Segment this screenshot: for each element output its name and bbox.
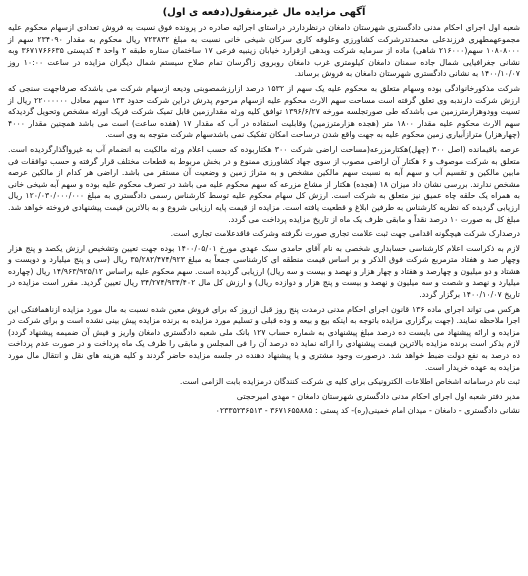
notice-title: آگهی مزایده مال غیرمنقول(دفعه ی اول) xyxy=(162,7,366,18)
notice-address-footer: نشانی دادگستری - دامغان - میدان امام خمینی(ره)- کد پستی : ۳۶۷۱۶۵۵۸۸۵ - ۰۲۳۳۵۲۳۶۵۱۳ xyxy=(215,406,520,416)
notice-paragraph-1: شعبه اول اجرای احکام مدنی دادگستری شهرستان دامغان درنظرداردر دراستای اجرائیه صادره در پرونده فوق نسبت به فروش تعدادی ازسهام محکوم علیه مجموعهمطهری فرزندعلی محمدتدرشرکت کشاورزی وعلوفه کاری سرکان شیخی خانی نسبت به مبلغ ۷۲۳۸۳۲ ریال محکوم به مقدار ۲۳۴۰۹۰ سهم از ۱۰۸۰۸۰۰۰ سهم(۲۱۶۰۰۰ شاهی) ماده از سرمایه شرکت وبدهی ازقرارد خیابان زینبیه فرعی ۱۷ ساختمان ستاره طبقه ۲ واحد ۴ کدپستی ۳۶۷۱۷۶۶۶۳۵ وبه نشانی جغرافیایی شمال جاده سمنان دامغان کیلومتری غرب دامغان روبروی زاگرسان تمام صلاح سیستم شمال دیگران مزایده در ساعت ۱۰:۰۰ روز ۱۴۰۰/۱۰/۰۷ به نشانی دادگستری شهرستان دامغان به فروش برساند. xyxy=(8,23,521,79)
notice-signature: مدیر دفتر شعبه اول اجرای احکام مدنی دادگستری شهرستان دامغان - مهدی امیرحجتی xyxy=(236,391,520,401)
notice-paragraph-2: شرکت مذکورخانوادگی بوده وسهام متعلق به محکوم علیه یک سهم از ۱۵۳۲ درصد ازارزشمصوبنی ودیعه ازسهام شرکت می باشدکه صرفاجهت سنجی که ارزش شرکت دارندبه وی تعلق گرفته است مساحت سهم الارث محکوم علیه ازسهام مرحوم پدرش دراین شرکت حدود ۱۳۳ سهم معادل ۲۲۰۰۰۰۰۰ ریال از تسیت وودوهزارمترزمین می باشدکه طی صورتجلسه مورخه ۱۳۹۶/۶/۲۷ توافق کلیه ورثه مقدارزمین قابل تمیک شرکت فریک اورثه مشخص وتحویل گردیدکه سهم الارث محکوم علیه مقدار ۱۸۰۰ متر (هجده هزارمترزمین) وقابلیت استفاده در آب که مقدار ۱۷ (هفده ساعت) است می باشد همچنین مقدار ۴۰۰۰ (چهارهزار) مترازآبیاری زمین محکوم علیه به جهت واقع شدن درساحت امکان تفکیک نمی باشدسهام شرکت متوجه به وی است. xyxy=(8,83,521,140)
notice-paragraph-7: ثبت نام درسامانه اشخاص اطلاعات الکترونیکی برای کلیه ی شرکت کنندگان درمزایده بابت الزامی است. xyxy=(179,377,520,387)
notice-paragraph-3: عرصه باقیمانده (اصل ۳۰۰ (چهل)هکتارمزرعه(مساحت اراضی شرکت ۳۰۰ هکتاربوده که حسب اعلام ورثه مالکیت به انضمام آب به غیرواگذارگردیده است. متعلق به شرکت موصوف و ۶ هکتار آن اراضی مصوب از سوی جهاد کشاورزی ممنوع و در بخش مربوط به قطعات مختلف قرار گرفته و حسب توافقات فی مابین مالکین و تقسیم آب و سهم آبه به نسبت سهم مالکین مشخص و به متراژ زمین و وضعیت آن مستقر می باشد. اراضی هر کدام از مالکین عرصه مشخص ندارند. بررسی نشان داد میزان ۱۸ (هجده) هکتار از مشاع مزرعه که سهم محکوم علیه می باشد در تصرف محکوم علیه بوده و سهم آبه شیخی خانی به همراه یک حلقه چاه عمیق نیز متعلق به شرکت است. ارزش کل سهام محکوم علیه توسط کارشناس رسمی دادگستری به مبلغ ۱۲۰/۰۳۰/۰۰۰/۰۰۰ ریال ارزیابی گردیده که نظریه کارشناس به طرفین ابلاغ و قطعیت یافته است. مزایده از قیمت پایه ارزیابی شروع و به بالاترین قیمت پیشنهادی فروخته خواهد شد. مبلغ کل به صورت ۱۰ درصد نقداً و مابقی ظرف یک ماه از تاریخ مزایده پرداخت می گردد. xyxy=(8,144,521,224)
notice-paragraph-6: هرکس می تواند اجرای ماده ۱۳۶ قانون اجرای احکام مدنی درمدت پنج روز قبل ازروز که برای فروش معین شده نسبت به مال مورد مزایده ازناهمافنکی این اجرا ملاحظه نمایند. (جهت برگزاری مزایده باتوجه به اینکه بیع و بیعه و وده قبلی و تسلیم مورد مزایده به برنده مزایده پیش بینی نشده است و برای شرکت در مزایده و ارائه پیشنهاد می بایست ده درصد مبلغ پیشنهادی به شماره حساب ۱۲۷ بانک ملی شعبه دادگستری دامغان واریز و فیش آن ضمیمه پیشنهاد گردد) لازم بذکر است برنده مزایده بالاترین قیمت پیشنهادی را ارائه نماید ده درصد آن را فی المجلس و مابقی را ظرف یک ماه پرداخت و در صورت عدم پرداخت ده درصد به نفع دولت ضبط خواهد شد. درصورت وجود مشتری و یا پیشنهاد دهنده در جلسه مزایده حاضر گردند و کلیه هزینه های نقل و انتقال مال مورد مزایده به عهده خریدار است. xyxy=(8,304,520,372)
notice-paragraph-4: درصدارک شرکت هیچگونه اقدامی جهت ثبت علامت تجاری صورت نگرفته وشرکت فاقدعلامت تجاری است. xyxy=(170,229,520,239)
notice-paragraph-5: لازم به ذکراست اعلام کارشناسی حسابداری شخصی به نام آقای حامدی سبک عهدی مورخ ۱۴۰۰/۰۵/۰۱ بوده جهت تعیین وتشخیص ارزش یکصد و پنج هزار وچهار صد و هفتاد مترمربع شرکت فوق الذکر و بر اساس قیمت منطقه ای کارشناسی جمعاً به مبلغ ۳۵/۲۸۲/۴۷۴/۹۲۳ ریال (سی و پنج میلیارد و دویست و هشتاد و دو میلیون و چهارصد و هفتاد و چهار هزار و نهصد و بیست و سه ریال) ارزیابی گردیده است. سهم محکوم علیه براساس ۱۴/۹۶۳/۹۲۵/۱۲ ریال (چهارده میلیارد و نهصد و شصت و سه میلیون و نهصد و بیست و پنج هزار و دوازده ریال) و ارزش کل مال ۳۴/۲۷۴/۹۳۴/۴۰۲ ریال تعیین گردید. مقرر است مزایده در تاریخ ۱۴۰۰/۱۰/۰۷ برگزار گردد. xyxy=(8,243,521,300)
